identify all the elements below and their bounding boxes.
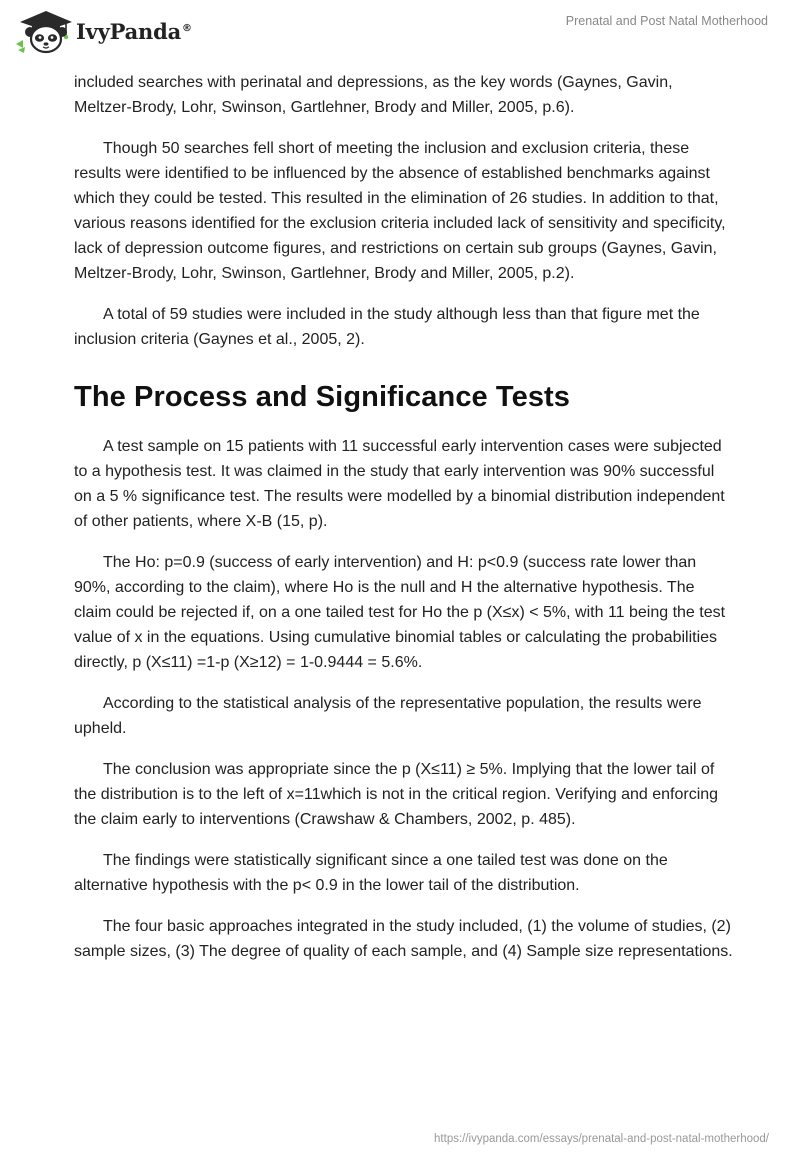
- panda-graduate-icon: [14, 8, 74, 54]
- brand-logo[interactable]: [14, 8, 192, 54]
- paragraph-8: The findings were statistically significant since a one tailed test was done on the alternative hypothesis with the p< 0.9 in the lower tail of the distribution.: [74, 852, 668, 894]
- registered-mark: ®: [182, 22, 192, 34]
- brand-name: IvyPanda®: [76, 18, 192, 44]
- section-heading: The Process and Significance Tests: [74, 381, 571, 413]
- paragraph-9: The four basic approaches integrated in the study included, (1) the volume of studies, (2) sample sizes, (3) The degree of quality of each sample, and (4) Sample size representations.: [74, 918, 733, 960]
- paragraph-4: A test sample on 15 patients with 11 successful early intervention cases were subjected to a hypothesis test. It was claimed in the study that early intervention was 90% successful on a 5 % significance test. The results were modelled by a binomial distribution independent of other patients, where X-B (15, p).: [74, 438, 725, 530]
- source-url[interactable]: https://ivypanda.com/essays/prenatal-and-post-natal-motherhood/: [434, 1133, 769, 1145]
- paragraph-3: A total of 59 studies were included in the study although less than that figure met the inclusion criteria (Gaynes et al., 2005, 2).: [74, 306, 700, 348]
- paragraph-6: According to the statistical analysis of the representative population, the results were upheld.: [74, 695, 702, 737]
- paragraph-1: included searches with perinatal and depressions, as the key words (Gaynes, Gavin, Meltzer-Brody, Lohr, Swinson, Gartlehner, Brody and Miller, 2005, p.6).: [74, 74, 673, 116]
- essay-content: [74, 70, 734, 980]
- running-title: Prenatal and Post Natal Motherhood: [565, 14, 768, 28]
- paragraph-2: Though 50 searches fell short of meeting the inclusion and exclusion criteria, these results were identified to be influenced by the absence of established benchmarks against which they could be tested. This resulted in the elimination of 26 studies. In addition to that, various reasons identified for the exclusion criteria included lack of sensitivity and specificity, lack of depression outcome figures, and restrictions on certain sub groups (Gaynes, Gavin, Meltzer-Brody, Lohr, Swinson, Gartlehner, Brody and Miller, 2005, p.2).: [74, 140, 726, 282]
- page-header: [0, 0, 800, 60]
- paragraph-7: The conclusion was appropriate since the p (X≤11) ≥ 5%. Implying that the lower tail of the distribution is to the left of x=11which is not in the critical region. Verifying and enforcing the claim early to interventions (Crawshaw & Chambers, 2002, p. 485).: [74, 761, 719, 828]
- paragraph-5: The Ho: p=0.9 (success of early intervention) and H: p<0.9 (success rate lower than 90%, according to the claim), where Ho is the null and H the alternative hypothesis. The claim could be rejected if, on a one tailed test for Ho the p (X≤x) < 5%, with 11 being the test value of x in the equations. Using cumulative binomial tables or calculating the probabilities directly, p (X≤11) =1-p (X≥12) = 1-0.9444 = 5.6%.: [74, 554, 726, 671]
